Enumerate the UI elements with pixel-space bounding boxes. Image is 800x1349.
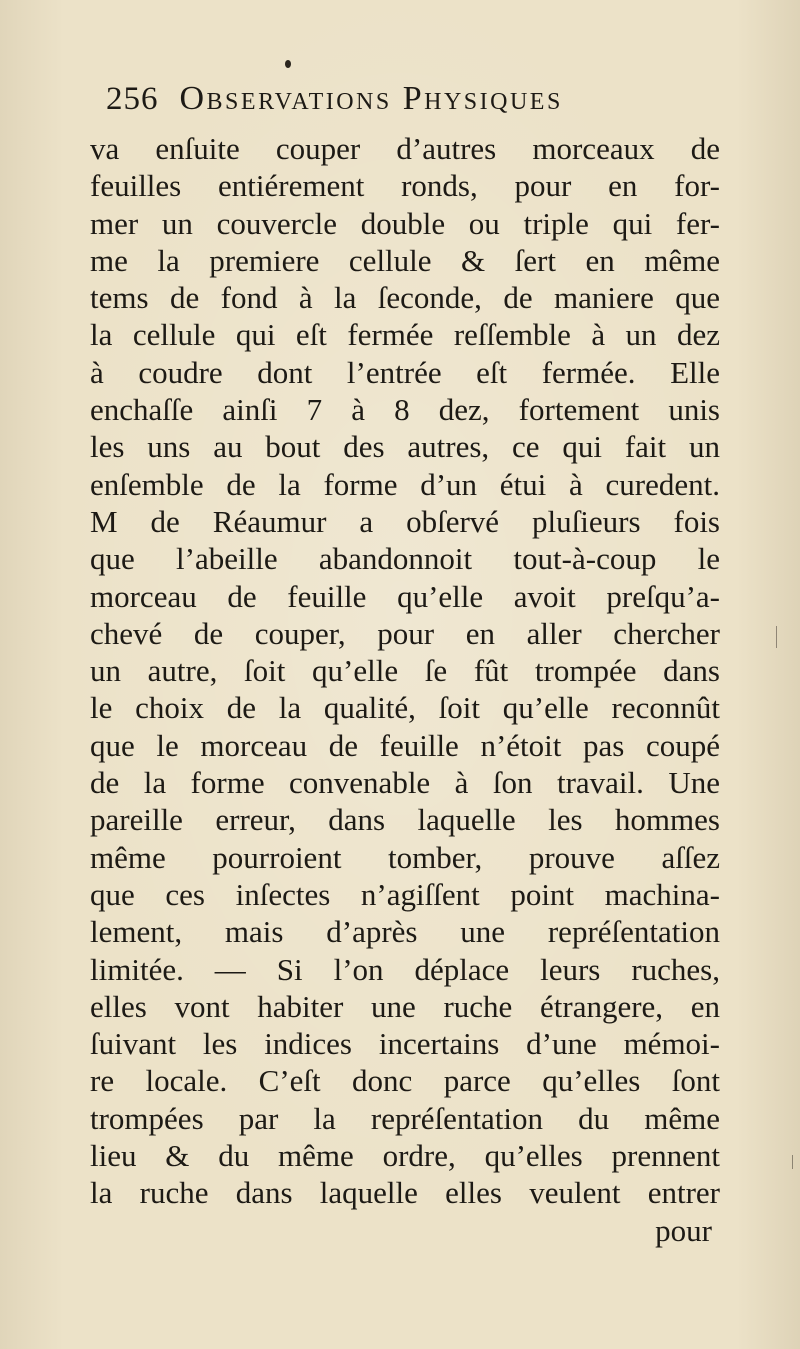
text-line: enchaſſe ainſi 7 à 8 dez, fortement unis (90, 392, 720, 428)
text-line: pareille erreur, dans laquelle les hommes (90, 802, 720, 838)
text-line: de la forme convenable à ſon travail. Une (90, 765, 720, 801)
text-line: que le morceau de feuille n’étoit pas coupé (90, 727, 720, 763)
text-line: re locale. C’eſt donc parce qu’elles ſont (90, 1063, 720, 1099)
text-line: ſuivant les indices incertains d’une mémoi- (90, 1026, 720, 1062)
text-line: les uns au bout des autres, ce qui fait un (90, 429, 720, 465)
text-line: morceau de feuille qu’elle avoit preſqu’a- (90, 578, 720, 614)
text-line: chevé de couper, pour en aller chercher (90, 615, 720, 651)
text-line: même pourroient tomber, prouve aſſez (90, 839, 720, 875)
text-line: trompées par la repréſentation du même (90, 1100, 720, 1136)
ornament-dot (285, 60, 291, 68)
text-line: que ces inſectes n’agiſſent point machina- (90, 876, 720, 912)
text-line: lement, mais d’après une repréſentation (90, 914, 720, 950)
text-line: lieu & du même ordre, qu’elles prennent (90, 1138, 720, 1174)
page-number: 256 (106, 81, 159, 117)
text-line: le choix de la qualité, ſoit qu’elle reconnût (90, 690, 720, 726)
body-text (90, 130, 720, 1249)
text-line: enſemble de la forme d’un étui à curedent. (90, 466, 720, 502)
catchword: pour (655, 1212, 712, 1248)
scan-mark (776, 626, 777, 648)
text-line: mer un couvercle double ou triple qui fer- (90, 205, 720, 241)
running-title: Observations Physiques (179, 80, 563, 117)
text-line: limitée. — Si l’on déplace leurs ruches, (90, 951, 720, 987)
running-header (106, 74, 716, 124)
text-line: me la premiere cellule & ſert en même (90, 242, 720, 278)
text-line: va enſuite couper d’autres morceaux de (90, 131, 720, 166)
text-line: la cellule qui eſt fermée reſſemble à un dez (90, 317, 720, 353)
text-line: tems de fond à la ſeconde, de maniere que (90, 280, 720, 316)
text-line: la ruche dans laquelle elles veulent entrer (90, 1175, 720, 1211)
text-line: que l’abeille abandonnoit tout-à-coup le (90, 541, 720, 577)
scan-mark (792, 1155, 793, 1169)
text-line: M de Réaumur a obſervé pluſieurs fois (90, 503, 720, 539)
text-line: un autre, ſoit qu’elle ſe fût trompée dans (90, 653, 720, 689)
text-line: elles vont habiter une ruche étrangere, en (90, 988, 720, 1024)
text-line: feuilles entiérement ronds, pour en for- (90, 168, 720, 204)
text-line: à coudre dont l’entrée eſt fermée. Elle (90, 354, 720, 390)
